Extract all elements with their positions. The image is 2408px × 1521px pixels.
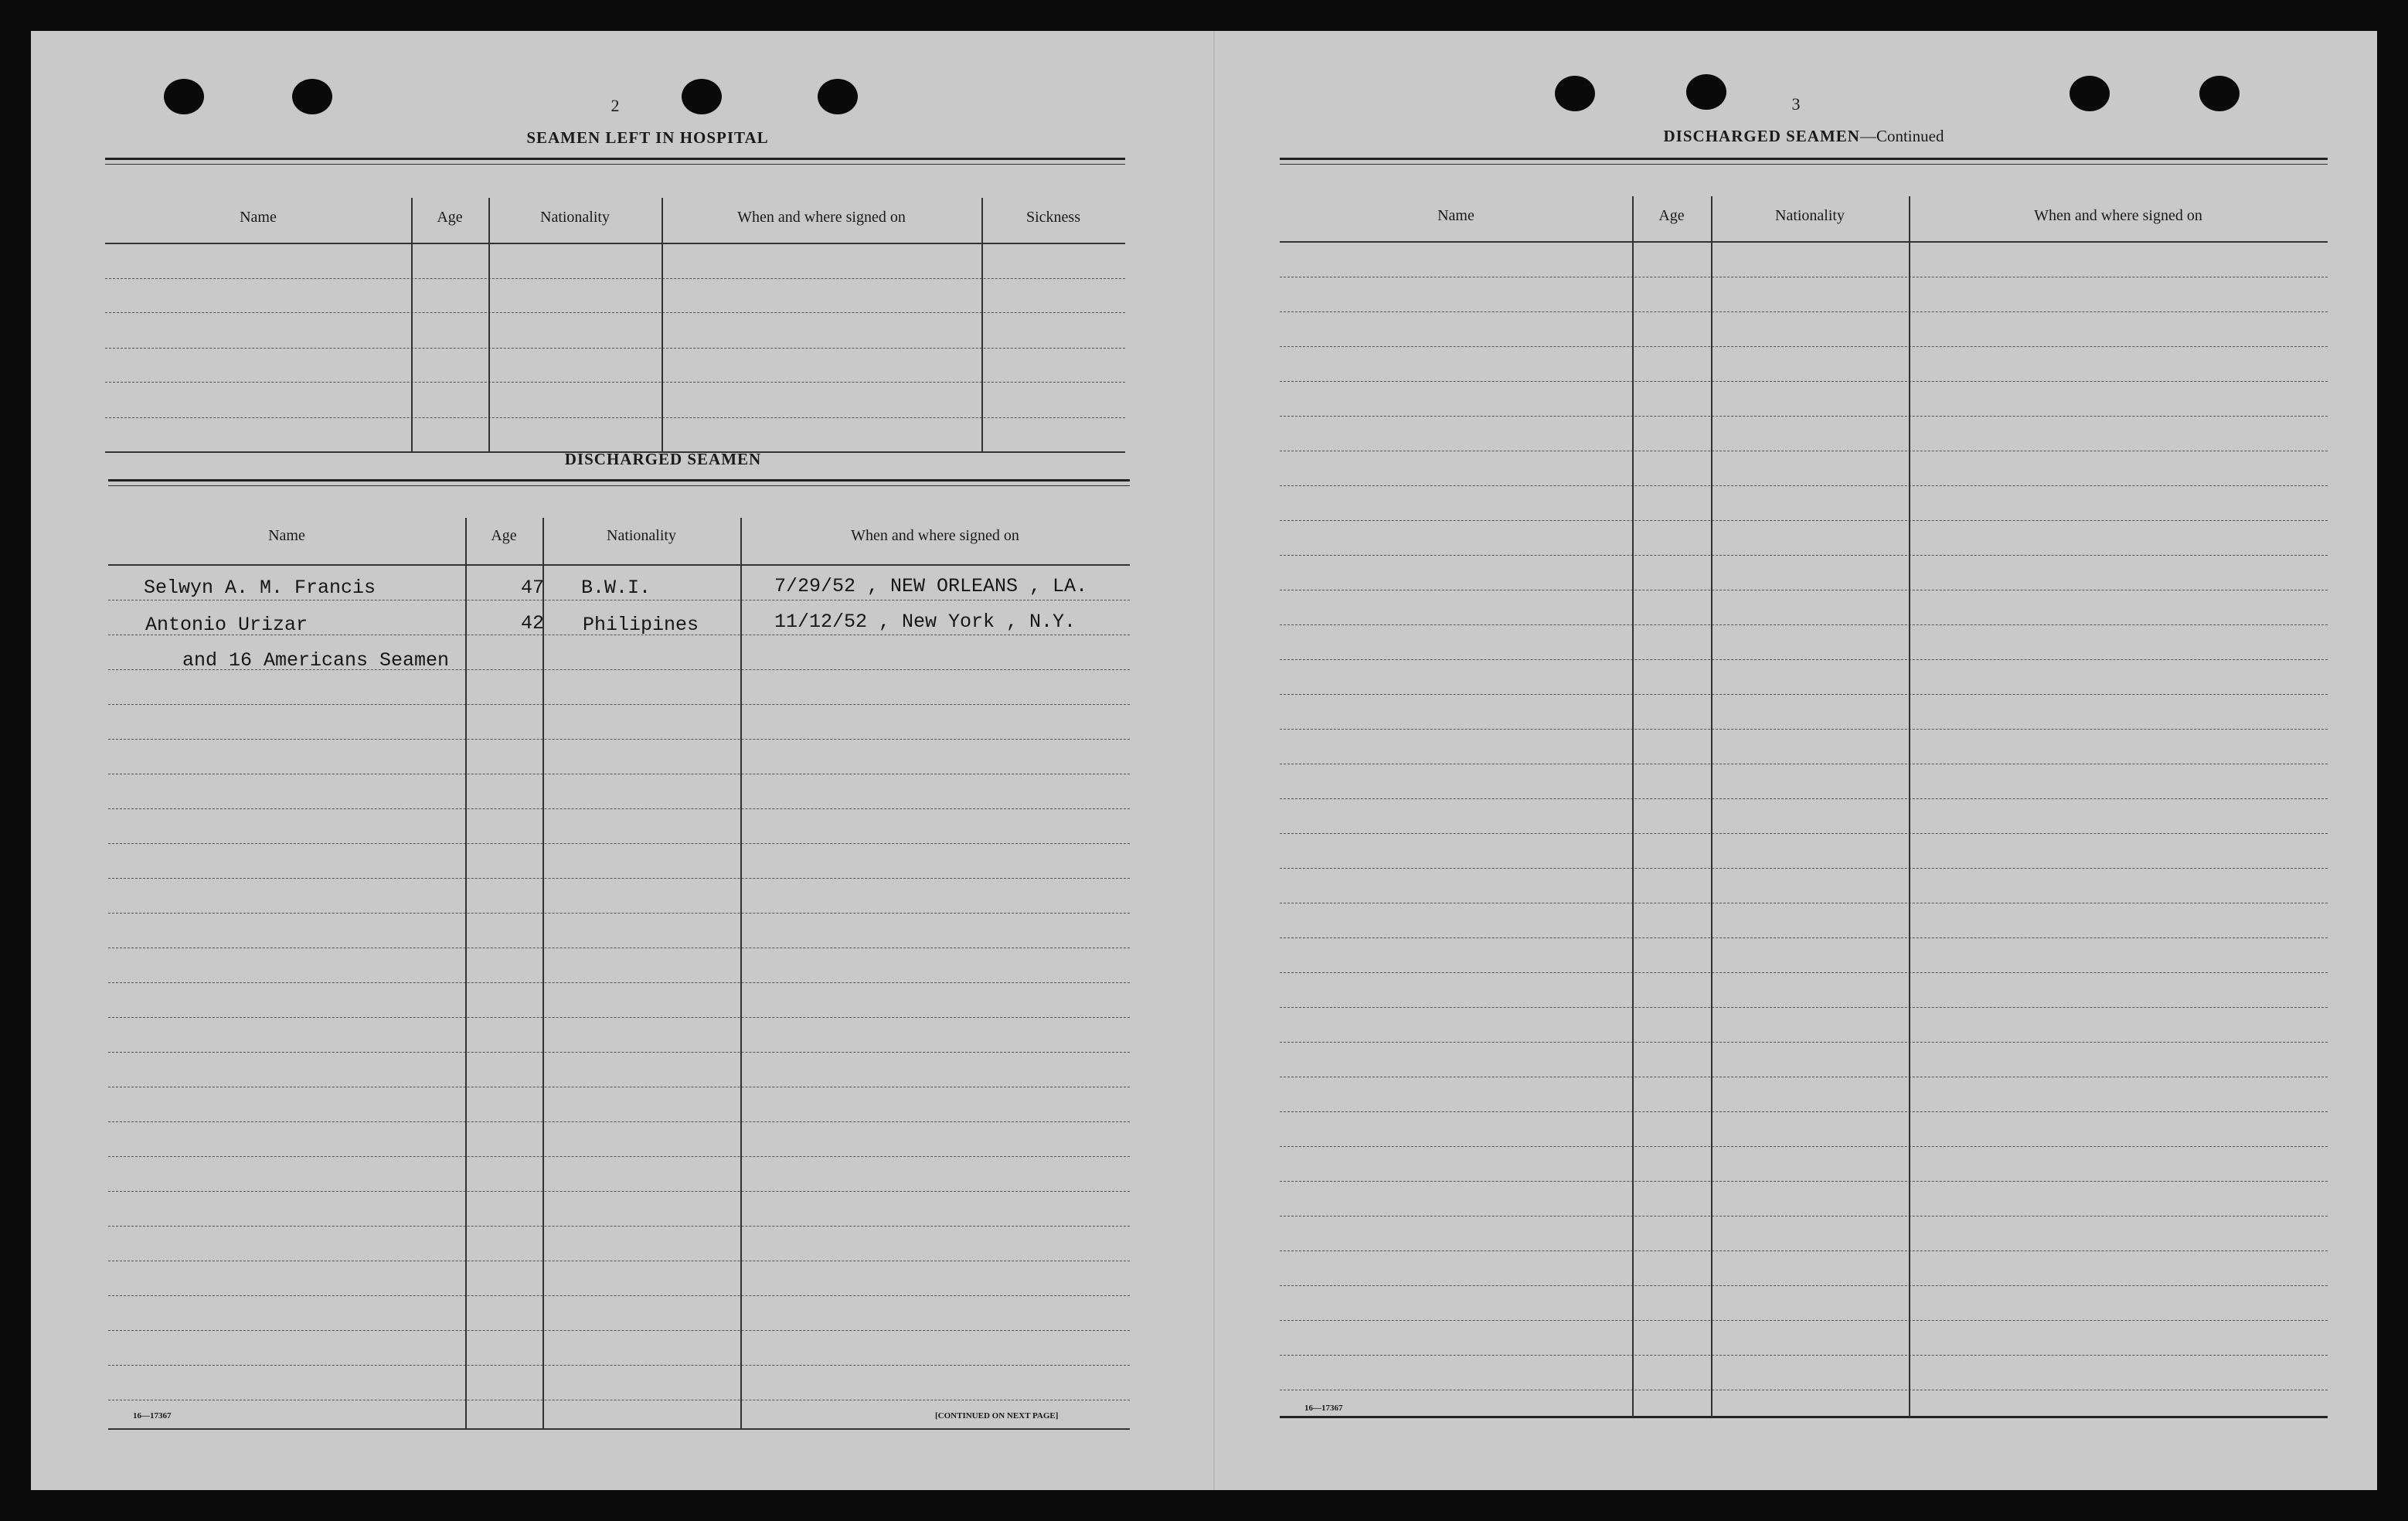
table-row-line: [108, 808, 1130, 809]
discharged-continued-table: [1280, 158, 2328, 1425]
col-header-age: Age: [437, 209, 463, 226]
table-row-line: [108, 913, 1130, 914]
table-row-line: [108, 1017, 1130, 1018]
column-divider: [981, 198, 983, 453]
table-row-line: [1280, 416, 2328, 417]
seaman-nationality: B.W.I.: [581, 577, 651, 599]
punch-hole: [1686, 74, 1726, 110]
col-header-name: Name: [268, 527, 305, 544]
table-row-line: [108, 1295, 1130, 1296]
table-top-rule: [108, 479, 1130, 481]
discharged-section-title: DISCHARGED SEAMEN: [564, 450, 762, 468]
table-row-line: [108, 843, 1130, 844]
punch-hole: [292, 79, 332, 114]
table-row-line: [1280, 868, 2328, 869]
column-divider: [542, 518, 544, 1430]
seaman-name: Selwyn A. M. Francis: [144, 577, 376, 599]
header-rule: [105, 243, 1125, 244]
table-top-rule: [105, 158, 1125, 160]
table-row-line: [108, 1365, 1130, 1366]
punch-hole: [2070, 76, 2110, 111]
column-divider: [662, 198, 663, 453]
table-row-line: [108, 1226, 1130, 1227]
col-header-nationality: Nationality: [1775, 207, 1845, 224]
header-rule: [1280, 241, 2328, 243]
seaman-signed-on: 7/29/52 , NEW ORLEANS , LA.: [774, 575, 1088, 597]
table-row-line: [108, 1330, 1130, 1331]
table-row-line: [108, 1052, 1130, 1053]
column-divider: [1909, 196, 1910, 1417]
table-row-line: [108, 704, 1130, 705]
table-row-line: [1280, 1320, 2328, 1321]
discharged-continued-title: [1564, 127, 2043, 146]
table-row-line: [1280, 381, 2328, 382]
col-header-name: Name: [240, 209, 277, 226]
table-row-line: [1280, 1355, 2328, 1356]
table-row-line: [108, 1156, 1130, 1157]
seaman-name: Antonio Urizar: [145, 614, 308, 636]
table-row-line: [108, 982, 1130, 983]
table-row-line: [1280, 833, 2328, 834]
continued-note: [CONTINUED ON NEXT PAGE]: [935, 1411, 1059, 1421]
table-top-rule: [108, 485, 1130, 486]
table-row-line: [1280, 729, 2328, 730]
seaman-signed-on: 11/12/52 , New York , N.Y.: [774, 611, 1076, 633]
punch-hole: [682, 79, 722, 114]
table-row-line: [1280, 1111, 2328, 1112]
col-header-nationality: Nationality: [540, 209, 610, 226]
table-row-line: [1280, 485, 2328, 486]
table-row-line: [108, 1191, 1130, 1192]
col-header-signed-on: When and where signed on: [2034, 207, 2202, 224]
table-row-line: [1280, 937, 2328, 938]
column-divider: [1711, 196, 1712, 1417]
table-row-line: [1280, 1250, 2328, 1251]
header-rule: [108, 564, 1130, 566]
table-row-line: [1280, 555, 2328, 556]
form-number-left: 16—17367: [133, 1411, 172, 1421]
col-header-signed-on: When and where signed on: [851, 527, 1019, 544]
table-row-line: [105, 382, 1125, 383]
column-divider: [1632, 196, 1634, 1417]
form-number-right: 16—17367: [1304, 1404, 1343, 1413]
table-row-line: [108, 878, 1130, 879]
punch-hole: [1555, 76, 1595, 111]
column-divider: [411, 198, 413, 453]
seaman-age: 47: [521, 577, 545, 599]
table-row-line: [1280, 972, 2328, 973]
table-row-line: [1280, 1146, 2328, 1147]
col-header-age: Age: [1658, 207, 1685, 224]
seaman-age: 42: [521, 612, 545, 635]
table-row-line: [1280, 1285, 2328, 1286]
table-row-line: [1280, 1181, 2328, 1182]
table-row-line: [105, 278, 1125, 279]
table-row-line: [1280, 694, 2328, 695]
col-header-nationality: Nationality: [607, 527, 676, 544]
hospital-table: [105, 158, 1125, 461]
punch-hole: [2199, 76, 2240, 111]
col-header-signed-on: When and where signed on: [737, 209, 906, 226]
table-row-line: [1280, 346, 2328, 347]
col-header-sickness: Sickness: [1026, 209, 1080, 226]
table-row-line: [1280, 624, 2328, 625]
hospital-section-title: SEAMEN LEFT IN HOSPITAL: [526, 128, 769, 147]
table-row-line: [108, 600, 1130, 601]
col-header-age: Age: [491, 527, 517, 544]
table-row-line: [105, 348, 1125, 349]
table-row-line: [1280, 798, 2328, 799]
table-top-rule: [1280, 164, 2328, 165]
column-divider: [465, 518, 467, 1430]
table-bottom-rule: [108, 1428, 1130, 1430]
column-divider: [740, 518, 742, 1430]
table-row-line: [1280, 659, 2328, 660]
table-top-rule: [105, 164, 1125, 165]
table-row-line: [1280, 520, 2328, 521]
table-row-line: [105, 312, 1125, 313]
table-row-line: [108, 739, 1130, 740]
seaman-nationality: Philipines: [583, 614, 699, 636]
column-divider: [488, 198, 490, 453]
discharged-note: and 16 Americans Seamen: [182, 649, 450, 672]
table-row-line: [1280, 1042, 2328, 1043]
table-row-line: [108, 1121, 1130, 1122]
discharged-table: [108, 479, 1130, 1430]
page-number-left: 2: [611, 96, 620, 115]
table-row-line: [1280, 1007, 2328, 1008]
col-header-name: Name: [1437, 207, 1474, 224]
punch-hole: [164, 79, 204, 114]
table-bottom-rule: [1280, 1416, 2328, 1418]
table-row-line: [1280, 311, 2328, 312]
discharged-continued-title-main: DISCHARGED SEAMEN: [1663, 127, 1860, 145]
document-sheet: [31, 31, 2377, 1490]
punch-hole: [818, 79, 858, 114]
table-top-rule: [1280, 158, 2328, 160]
page-fold: [1213, 31, 1215, 1490]
table-row-line: [105, 417, 1125, 418]
page-number-right: 3: [1791, 94, 1801, 114]
discharged-continued-suffix: —Continued: [1859, 127, 1944, 145]
